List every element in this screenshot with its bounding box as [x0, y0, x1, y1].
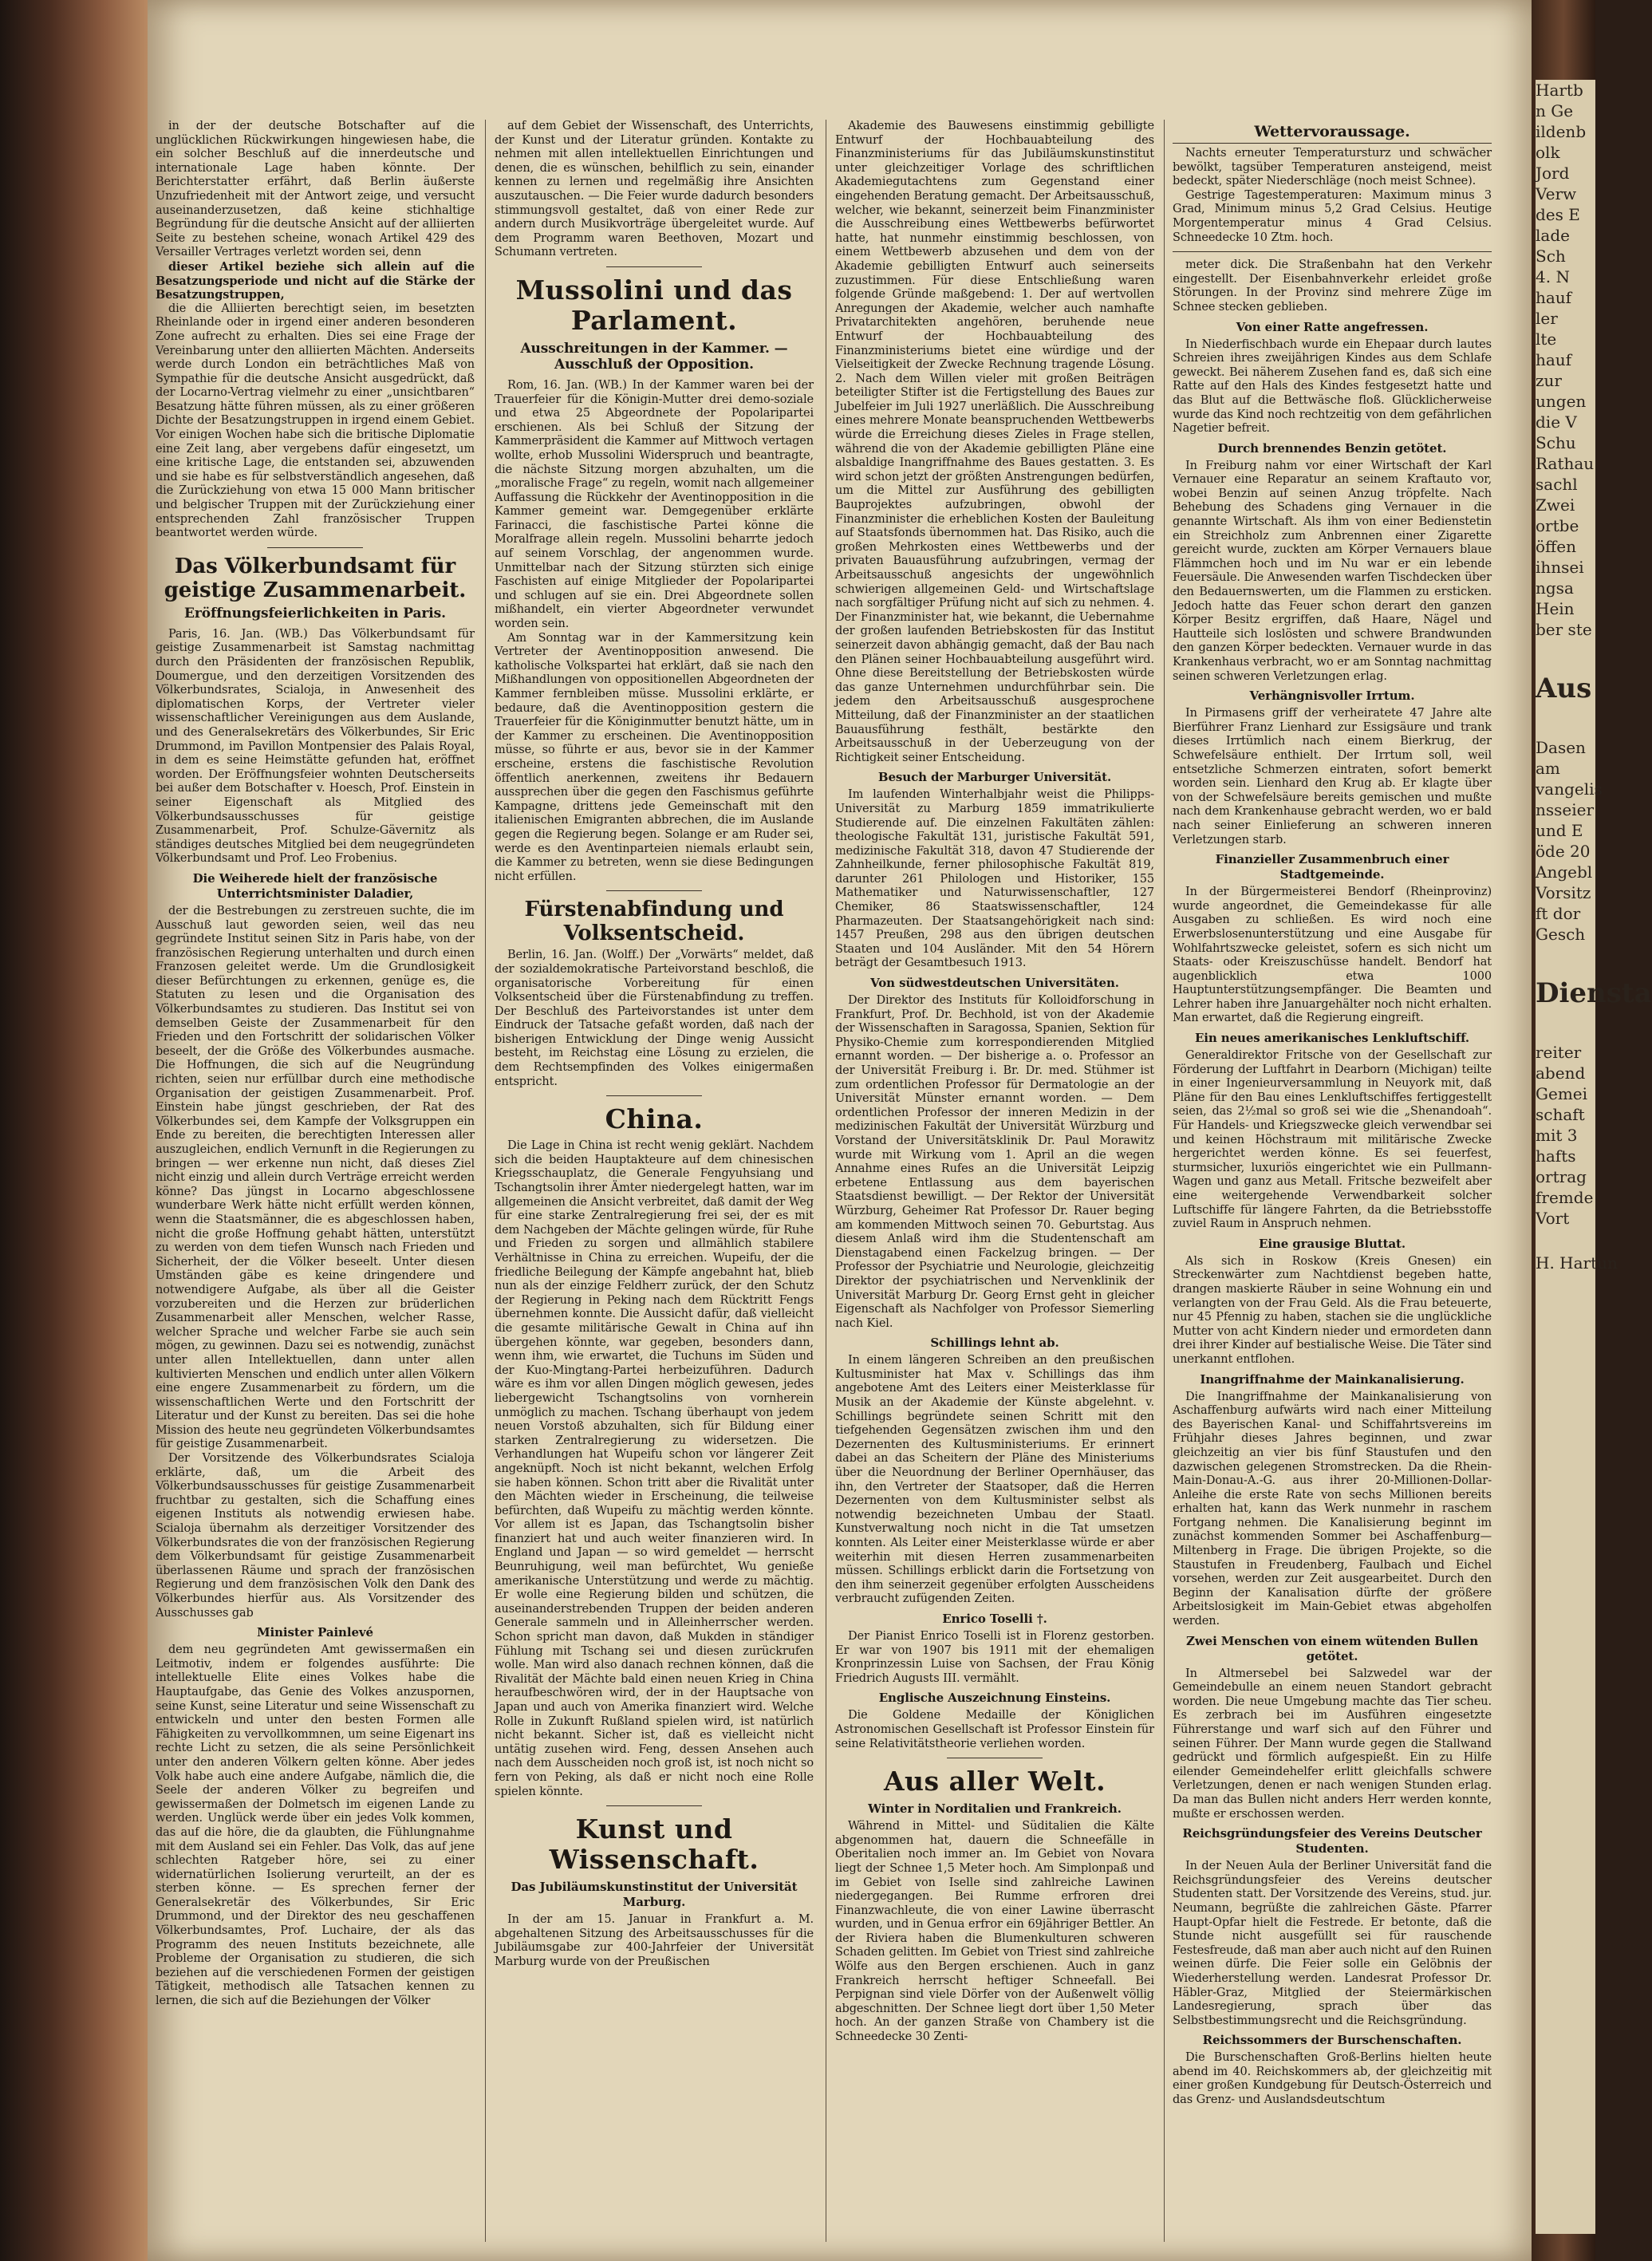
- column-1: [156, 120, 475, 2242]
- section-heading: Durch brennendes Benzin getötet.: [1217, 440, 1447, 456]
- edge-text-block: [1536, 1042, 1595, 1229]
- divider: [606, 890, 702, 891]
- article-text: die die Alliierten berechtigt seien, im besetzten Rheinlande oder in irgend einer anderen besonderen Zone aufrecht zu erhalten. Dies sei eine Frage der Vereinbarung unter den alliierten Mächten. Anderseits werde durch London ein beträchtliches Maß von Sympathie für die deutsche Ansicht ausgedrückt, daß der Locarno-Vertrag vielmehr zu einer „unsichtbaren“ Besatzung hätte führen müssen, als zu einer größeren Dichte der Besatzungstruppen in irgend einem Gebiet. Vor einigen Wochen habe sich die britische Diplomatie eine Zeit lang, aber vergebens dafür eingesetzt, um eine kritische Lage, die entstanden sei, abzuwenden und sie habe es für selbstverständlich angesehen, daß die Zurückziehung von etwa 15 000 Mann britischer und belgischer Truppen mit der Zurückziehung einer entsprechenden Zahl französischer Truppen beantwortet werden würde.: [156, 302, 475, 540]
- edge-text-line: Angebl: [1536, 862, 1593, 882]
- divider: [267, 547, 363, 548]
- column-rule: [1164, 120, 1165, 2242]
- edge-text-line: ortbe: [1536, 516, 1579, 535]
- edge-text-line: Rathau: [1536, 454, 1595, 473]
- article-text: In der Bürgermeisterei Bendorf (Rheinprovinz) wurde angeordnet, die Gemeindekasse für alle Ausgaben zu schließen. Es wird noch eine Erwerbslosenunterstützung und eine Ausgabe für Wohlfahrtszwecke geleistet, sofern es sich nicht um Staats- oder Kreiszuschüsse handelt. Bendorf hat augenblicklich etwa 1000 Hauptunterstützungsempfänger. Die Beamten und Lehrer haben ihre Januargehälter noch nicht erhalten. Man erwartet, daß die Regierung eingreift.: [1173, 886, 1492, 1025]
- divider: [1173, 251, 1492, 252]
- edge-text-line: ngsa: [1536, 578, 1574, 598]
- headline: China.: [605, 1103, 704, 1135]
- edge-text-block: [1536, 737, 1603, 945]
- section-heading: Von südwestdeutschen Universitäten.: [870, 976, 1119, 991]
- column-3: [835, 120, 1154, 2242]
- article-text: Generaldirektor Fritsche von der Gesellschaft zur Förderung der Luftfahrt in Dearborn (Michigan) teilte in einer Ingenieurversammlung in Neuyork mit, daß Pläne für den Bau eines Lenkluftschiffes fertiggestellt seien, das 2½mal so groß sei wie die „Shenandoah“. Für Handels- und Kriegszwecke gleich verwendbar sei und keinen Höchstraum mit militärische Zwecke hergerichtet werden könne. Es sei feuerfest, sturmsicher, luxuriös eingerichtet wie ein Pullmann-Wagen und ganz aus Metall. Fritsche bezweifelt aber eine weitergehende Verwendbarkeit solcher Luftschiffe für längere Fahrten, da die Betriebsstoffe zuviel Raum in Anspruch nehmen.: [1173, 1049, 1492, 1231]
- divider: [606, 266, 702, 267]
- edge-text-line: mit 3: [1536, 1126, 1578, 1145]
- subheadline: Eröffnungsfeierlichkeiten in Paris.: [184, 605, 446, 621]
- section-heading: Enrico Toselli †.: [942, 1611, 1047, 1626]
- article-text: Akademie des Bauwesens einstimmig gebilligte Entwurf der Hochbauabteilung des Finanzministeriums für das Jubiläumskunstinstitut unter gleichzeitiger Vorlage des schriftlichen Akademiegutachtens zum Gegenstand einer eingehenden Beratung gemacht. Der Arbeitsausschuß, welcher, wie bekannt, seinerzeit beim Finanzminister die Ausschreibung eines Wettbewerbs befürwortet hatte, hat nunmehr einstimmig beschlossen, von einem Wettbewerb abzusehen und dem von der Akademie gebilligten Entwurf auch seinerseits zuzustimmen. Für diese Entschließung waren folgende Gründe maßgebend: 1. Der auf wertvollen Anregungen der Akademie, welcher auch namhafte Privatarchitekten angehören, beruhende neue Entwurf der Hochbauabteilung des Finanzministeriums bietet eine würdige und der Vielseitigkeit der Zwecke Rechnung tragende Lösung. 2. Nach dem Willen vieler mit großen Beiträgen beteiligter Stifter ist die Fertigstellung des Baues zur Jubelfeier im Juli 1927 unerläßlich. Die Ausschreibung eines mehrere Monate beanspruchenden Wettbewerbs würde die Erreichung dieses Zieles in Frage stellen, während die von der Akademie gebilligten Pläne eine alsbaldige Inangriffnahme des Baues gestatten. 3. Es wird schon jetzt der größten Anstrengungen bedürfen, um die Mittel zur Ausführung des gebilligten Bauprojektes aufzubringen, obwohl der Finanzminister die erheblichen Kosten der Bauleitung auf Staatsfonds übernommen hat. Das Risiko, auch die großen Mehrkosten eines Wettbewerbs und der privaten Bauausführung aufzubringen, vermag der Arbeitsausschuß angesichts der ungewöhnlich schwierigen allgemeinen Geld- und Wirtschaftslage nach sorgfältiger Prüfung nicht auf sich zu nehmen. 4. Der Finanzminister hat, wie bekannt, die Uebernahme der großen laufenden Betriebskosten für das Institut seinerzeit davon abhängig gemacht, daß der Bau nach den Plänen seiner Hochbauabteilung ausgeführt wird. Ohne diese Bereitstellung der Betriebskosten würde das ganze Unternehmen undurchführbar sein. Die jedem den Arbeitsausschuß ausgesprochene Mitteilung, daß der Finanzminister an der staatlichen Bauausführung festhält, bestärkte den Arbeitsausschuß in der Ueberzeugung von der Richtigkeit seiner Entscheidung.: [835, 120, 1154, 764]
- edge-text-line: Hartb: [1536, 81, 1583, 100]
- article-text: Die Burschenschaften Groß-Berlins hielten heute abend im 40. Reichskommers ab, der gleichzeitig mit einer großen Kundgebung für Deutsch-Österreich und das Grenz- und Auslandsdeutschtum: [1173, 2051, 1492, 2107]
- edge-text-line: ortrag: [1536, 1167, 1587, 1186]
- section-heading: Zwei Menschen von einem wütenden Bullen getötet.: [1185, 1633, 1479, 1663]
- section-heading: Eine grausige Bluttat.: [1258, 1236, 1406, 1251]
- bold-note: dieser Artikel beziehe sich allein auf die Besatzungsperiode und nicht auf die Stärke der Besatzungstruppen,: [156, 259, 475, 302]
- edge-text-line: sachl: [1536, 475, 1578, 494]
- divider: [606, 1805, 702, 1806]
- edge-text-line: reiter: [1536, 1043, 1582, 1062]
- edge-text-line: vangelis: [1536, 779, 1603, 799]
- section-heading: Die Weiherede hielt der französische Unterrichtsminister Daladier,: [192, 870, 438, 901]
- article-text: Der Vorsitzende des Völkerbundsrates Scialoja erklärte, daß, um die Arbeit des Völkerbundsausschusses für geistige Zusammenarbeit fruchtbar zu gestalten, sich die Schaffung eines eigenen Instituts als notwendig erwiesen habe. Scialoja übernahm als derzeitiger Vorsitzender des Völkerbundsrates die von der französischen Regierung dem Völkerbundsamt für geistige Zusammenarbeit überlassenen Räume und sprach der französischen Regierung und dem französischen Volk den Dank des Völkerbundes hierfür aus. Als Vorsitzender des Ausschusses gab: [156, 1452, 475, 1620]
- article-text: Im laufenden Winterhalbjahr weist die Philipps-Universität zu Marburg 1859 immatrikulierte Studierende auf. Die einzelnen Fakultäten zählen: theologische Fakultät 131, juristische Fakultät 591, medizinische Fakultät 318, davon 47 Studierende der Zahnheilkunde, ferner philosophische Fakultät 819, darunter 261 Philologen und Historiker, 155 Mathematiker und Naturwissenschaftler, 127 Chemiker, 86 Staatswissenschaftler, 124 Pharmazeuten. Der Staatsangehörigkeit nach sind: 1457 Preußen, 298 aus den übrigen deutschen Staaten und 104 Ausländer. Mit den 54 Hörern beträgt der Gesamtbesuch 1913.: [835, 788, 1154, 970]
- edge-text-line: Jord: [1536, 164, 1570, 183]
- article-text: in der der deutsche Botschafter auf die unglücklichen Rückwirkungen hingewiesen habe, die ein solcher Beschluß auf die innerdeutsche und internationale Lage haben könnte. Der Berichterstatter erfährt, daß Berlin äußerste Unzufriedenheit mit der Antwort zeige, und versucht auseinanderzusetzen, daß keine stichhaltige Begründung für die deutsche Ansicht auf der alliierten Seite zu bestehen scheine, wonach Artikel 429 des Versailler Vertrages verletzt worden sei, denn: [156, 120, 475, 259]
- edge-text-line: schaft: [1536, 1105, 1585, 1124]
- edge-headline: Diensta: [1536, 977, 1652, 1009]
- edge-text-line: Vort: [1536, 1209, 1570, 1228]
- edge-text-line: am: [1536, 759, 1560, 778]
- headline: Aus aller Welt.: [883, 1766, 1106, 1797]
- article-text: Die Inangriffnahme der Mainkanalisierung von Aschaffenburg aufwärts wird nach einer Mitteilung des Bayerischen Kanal- und Schiffahrtsvereins im Frühjahr dieses Jahres beginnen, und zwar gleichzeitig an vier bis fünf Staustufen und den dazwischen gelegenen Stromstrecken. Da die Rhein-Main-Donau-A.-G. aus ihrer 20-Millionen-Dollar-Anleihe die erste Rate von sechs Millionen bereits erhalten hat, kann das Werk nunmehr in raschem Fortgang nehmen. Die Kanalisierung beginnt im zunächst kommenden Sommer bei Aschaffenburg—Miltenberg in Frage. Die übrigen Projekte, so die Staustufen in Freudenberg, Faulbach und Eichel vorsehen, werden zur Zeit ausgearbeitet. Durch den Beginn der Kanalisation dürfte der größere Arbeitslosigkeit im Main-Gebiet etwas abgeholfen werden.: [1173, 1390, 1492, 1628]
- edge-text-line: hafts: [1536, 1146, 1576, 1166]
- article-columns: [156, 120, 1524, 2242]
- article-text: In Niederfischbach wurde ein Ehepaar durch lautes Schreien ihres zweijährigen Kindes aus dem Schlafe geweckt. Bei näherem Zusehen fand es, daß sich eine Ratte auf den Hals des Kindes festgesetzt hatte und das Blut auf die Bettwäsche floß. Glücklicherweise wurde das Kind noch rechtzeitig von dem gefährlichen Nagetier befreit.: [1173, 337, 1492, 436]
- headline: Kunst und Wissenschaft.: [549, 1813, 759, 1876]
- section-heading: Ein neues amerikanisches Lenkluftschiff.: [1194, 1031, 1470, 1046]
- headline: Das Völkerbundsamt für geistige Zusammenarbeit.: [164, 554, 467, 602]
- edge-text-block: [1536, 80, 1595, 640]
- edge-text-line: lte: [1536, 329, 1557, 349]
- edge-footer: H. Hartun: [1536, 1253, 1618, 1273]
- headline: Fürstenabfindung und Volksentscheid.: [524, 898, 784, 946]
- edge-text-line: ungen: [1536, 392, 1587, 411]
- article-text: In Freiburg nahm vor einer Wirtschaft der Karl Vernauer eine Reparatur an seinem Kraftauto vor, wobei Benzin auf seinen Anzug tröpfelte. Nach Behebung des Schadens ging Vernauer in die genannte Wirtschaft. Als ihm von einer Bedienstetin ein Streichholz zum Anbrennen einer Zigarette gereicht wurde, zuckten am Körper Vernauers blaue Flämmchen hoch und im Nu war er ein lebende Feuersäule. Die Anwesenden warfen Tischdecken über den Bedauernswerten, um die Flammen zu ersticken. Jedoch hatte das Feuer schon derart den ganzen Körper Besitz ergriffen, daß Haare, Nägel und Hautteile sich loslösten und schwere Brandwunden den ganzen Körper bedeckten. Vernauer wurde in das Krankenhaus verbracht, wo er am Sonntag nachmittag seinen schweren Verletzungen erlag.: [1173, 459, 1492, 683]
- subheadline: Winter in Norditalien und Frankreich.: [868, 1801, 1122, 1817]
- headline: Mussolini und das Parlament.: [515, 274, 793, 336]
- section-heading: Englische Auszeichnung Einsteins.: [878, 1691, 1111, 1706]
- weather-text: Nachts erneuter Temperatursturz und schwächer bewölkt, tagsüber Temperaturen ansteigend, meist bedeckt, später Niederschläge (noch meist Schnee).: [1173, 147, 1492, 188]
- section-heading: Von einer Ratte angefressen.: [1236, 319, 1429, 334]
- article-text: Während in Mittel- und Süditalien die Kälte abgenommen hat, dauern die Schneefälle in Oberitalien noch immer an. Im Gebiet von Novara liegt der Schnee 1,5 Meter hoch. Am Simplonpaß und im Gebiet von Iselle sind zahlreiche Lawinen niedergegangen. Bei Rumme erfroren drei Finanzwachleute, die von einer Lawine überrascht wurden, und in Genua erfror ein 69jähriger Bettler. An der Riviera haben die Blumenkulturen schweren Schaden gelitten. Im Gebiet von Triest sind zahlreiche Wölfe aus den Bergen erschienen. Auch in ganz Frankreich herrscht heftiger Schneefall. Bei Perpignan sind viele Dörfer von der Außenwelt völlig abgeschnitten. Der Schnee liegt dort über 1,50 Meter hoch. An der ganzen Straße von Chambery ist die Schneedecke 30 Zenti-: [835, 1820, 1154, 2044]
- article-text: In der Neuen Aula der Berliner Universität fand die Reichsgründungsfeier des Vereins deutscher Studenten statt. Der Vorsitzende des Vereins, stud. jur. Neumann, begrüßte die zahlreichen Gäste. Pfarrer Haupt-Opfar hielt die Festrede. Er betonte, daß die Stunde nicht ausgefüllt sei für rauschende Festesfreude, daß man aber auch nicht auf den Ruinen weinen dürfe. Die Feier solle ein Gelöbnis der Wiederherstellung werden. Landesrat Professor Dr. Häbler-Graz, Mitglied der Steiermärkischen Landesregierung, sprach über das Selbstbestimmungsrecht und die Reichsgründung.: [1173, 1860, 1492, 2027]
- edge-text-line: und E: [1536, 821, 1583, 840]
- article-text: In einem längeren Schreiben an den preußischen Kultusminister hat Max v. Schillings das ihm angebotene Amt des Leiters einer Meisterklasse für Musik an der Akademie der Künste abgelehnt. v. Schillings begründete seinen Schritt mit den tiefgehenden Gegensätzen zwischen ihm und den Dezernenten des Kultusministeriums. Er erinnert dabei an das Scheitern der Pläne des Ministeriums über die Neuordnung der Berliner Opernhäuser, das ihn, den Vertreter der Staatsoper, daß die Herren Dezernenten von dem Kultusminister selbst als notwendig bezeichneten Umbau der Staatl. Kunstverwaltung noch nicht in die Tat umsetzen konnten. Als Leiter einer Meisterklasse würde er aber weiterhin mit diesen Herren zusammenarbeiten müssen. Schillings erblickt darin die Fortsetzung von den ihm seinerzeit gegenüber erfolgten Ausscheidens verbraucht zufügenden Zeiten.: [835, 1354, 1154, 1606]
- edge-text-line: ihnsei: [1536, 558, 1584, 577]
- edge-text-line: Hein: [1536, 599, 1575, 618]
- book-binding-left: [0, 0, 148, 2261]
- section-heading: Reichsgründungsfeier des Vereins Deutscher Studenten.: [1182, 1826, 1482, 1857]
- column-2: [495, 120, 814, 2242]
- subheadline: Das Jubiläumskunstinstitut der Universität Marburg.: [511, 1880, 798, 1910]
- edge-text-line: öffen: [1536, 537, 1576, 556]
- edge-text-line: ler: [1536, 309, 1558, 328]
- edge-text-line: des E: [1536, 205, 1580, 224]
- article-text: Paris, 16. Jan. (WB.) Das Völkerbundsamt für geistige Zusammenarbeit ist Samstag nachmittag durch den Präsidenten der französischen Republik, Doumergue, und den derzeitigen Vorsitzenden des Völkerbundsrates, Scialoja, in Anwesenheit des diplomatischen Korps, der Vertreter vieler wissenschaftlicher Vereinigungen aus dem Auslande, und des Generalsekretärs des Völkerbundes, Sir Eric Drummond, im Pavillon Montpensier des Palais Royal, in dem es seine Heimstätte gefunden hat, eröffnet worden. Der Eröffnungsfeier wohnten Deutscherseits bei außer dem Botschafter v. Hoesch, Prof. Einstein in seiner Eigenschaft als Mitglied des Völkerbundsausschusses für geistige Zusammenarbeit, Prof. Schulze-Gävernitz als ständiges deutsches Mitglied bei dem neugegründeten Völkerbundsamt und Prof. Leo Frobenius.: [156, 627, 475, 866]
- edge-text-line: hauf: [1536, 350, 1572, 369]
- edge-text-line: zur: [1536, 371, 1562, 390]
- subheadline: Ausschreitungen in der Kammer. — Ausschluß der Opposition.: [520, 340, 788, 373]
- edge-text-line: ber ste: [1536, 620, 1592, 639]
- edge-text-line: abend: [1536, 1063, 1586, 1083]
- section-heading: Minister Painlevé: [257, 1625, 373, 1640]
- edge-text-line: Schu: [1536, 433, 1576, 452]
- edge-text-line: Verw: [1536, 184, 1577, 203]
- edge-text-line: 4. N: [1536, 267, 1570, 286]
- edge-text-line: Vorsitz: [1536, 883, 1591, 902]
- edge-text-line: Dasen: [1536, 738, 1586, 757]
- article-text: auf dem Gebiet der Wissenschaft, des Unterrichts, der Kunst und der Literatur gründen. Kontakte zu nehmen mit allen intellektuellen Einrichtungen und denen, die es wünschen, behilflich zu sein, einander kennen zu lernen und regelmäßig ihre Ansichten auszutauschen. — Die Feier wurde dadurch besonders stimmungsvoll gestaltet, daß von einer Rede zur andern durch Musikvorträge übergeleitet wurde. Auf dem Programm waren Beethoven, Mozart und Schumann vertreten.: [495, 120, 814, 259]
- edge-text-line: Gemei: [1536, 1084, 1588, 1103]
- edge-text-line: hauf: [1536, 288, 1572, 307]
- edge-text-line: ft dor: [1536, 904, 1581, 923]
- article-text: dem neu gegründeten Amt gewissermaßen ein Leitmotiv, indem er folgendes ausführte: Die intellektuelle Elite eines Volkes habe die Hauptaufgabe, das Genie des Volkes anzuspornen, seine Kunst, seine Literatur und seine Wissenschaft zu entwickeln und unter den besten Formen alle Fähigkeiten zu vervollkommnen, um seine Eigenart ins rechte Licht zu setzen, die als seine Persönlichkeit unter den anderen Völkern gelten könne. Aber jedes Volk habe auch eine andere Aufgabe, nämlich die, die Seele der anderen Völker zu begreifen und gewissermaßen der Dolmetsch im eigenen Lande zu werden. Unglück werde über ein jedes Volk kommen, das auf die höre, die da glaubten, die Fühlungnahme mit dem Ausland sei ein Fehler. Das Volk, das auf jene schlechten Ratgeber höre, sei zu einer widernatürlichen Isolierung verurteilt, an der es sterben könne. — Es sprechen ferner der Generalsekretär des Völkerbundes, Sir Eric Drummond, und der Direktor des neu geschaffenen Völkerbundsamtes, Prof. Luchaire, der als das Programm des neuen Instituts bezeichnete, alle Probleme der Organisation zu studieren, die sich beziehen auf die verschiedenen Formen der geistigen Tätigkeit, methodisch alle Tatsachen kennen zu lernen, die sich auf die Beziehungen der Völker: [156, 1643, 475, 2008]
- article-text: Der Pianist Enrico Toselli ist in Florenz gestorben. Er war von 1907 bis 1911 mit der ehemaligen Kronprinzessin Luise von Sachsen, der Frau König Friedrich Augusts III. vermählt.: [835, 1629, 1154, 1685]
- article-text: Rom, 16. Jan. (WB.) In der Kammer waren bei der Trauerfeier für die Königin-Mutter drei demo-soziale und etwa 25 Abgeordnete der Popolaripartei erschienen. Als bei Schluß der Sitzung der Kammerpräsident die Kammer auf Mittwoch vertagen wollte, erhob Mussolini Widerspruch und beantragte, die nächste Sitzung morgen abzuhalten, um die „moralische Frage“ zu regeln, womit nach allgemeiner Auffassung die Rückkehr der Aventinopposition in die Kammer gemeint war. Demgegenüber erklärte Farinacci, die faschistische Partei könne die Moralfrage allein regeln. Mussolini beharrte jedoch auf seinem Vorschlag, der angenommen wurde. Unmittelbar nach der Sitzung stürzten sich einige Faschisten auf einige Mitglieder der Popolaripartei und schlugen auf sie ein. Drei Abgeordnete sollen mißhandelt, ein vierter Abgeordneter verwundet worden sein.: [495, 378, 814, 631]
- article-text: Die Lage in China ist recht wenig geklärt. Nachdem sich die beiden Hauptakteure auf dem chinesischen Kriegsschauplatz, die Generale Fengyuhsiang und Tschangtsolin ihrer Ämter niedergelegt hatten, war im allgemeinen die Ansicht verbreitet, daß damit der Weg für eine starke Zentralregierung frei sei, der es mit dem Nachgeben der Mächte gelingen würde, für Ruhe und Frieden zu sorgen und allmählich stabilere Verhältnisse in China zu erreichen. Wupeifu, der die friedliche Beilegung der Kämpfe angebahnt hat, blieb nun als der einzige Feldherr zurück, der den Schutz der Regierung in Peking nach dem Rücktritt Fengs übernehmen konnte. Die Aussicht dafür, daß vielleicht die gesamte militärische Gewalt in China auf ihn übergehen könnte, war gegeben, besonders dann, wenn ihm, wie erwartet, die Tuchuns im Süden und der Kuo-Mingtang-Partei herbeizuführen. Dadurch wäre es ihm vor allen Dingen möglich gewesen, jedes liebergewicht Tschangtsolins von vornherein unmöglich zu machen. Tschang überhaupt von jedem neuen Vorstoß abzuhalten, sich für Bildung einer starken Zentralregierung zu widersetzen. Die Verhandlungen hat Wupeifu schon vor längerer Zeit angeknüpft. Noch ist nicht bekannt, welchen Erfolg sie haben können. Schon tritt aber die Rivalität unter den Mächten wieder in Erscheinung, die teilweise befürchten, daß Wupeifu zu mächtig werden könnte. Vor allem ist es Japan, das Tschangtsolin bisher finanziert hat und auch weiter finanzieren wird. In England und Japan — so wird gemeldet — herrscht Beunruhigung, weil man befürchtet, Wu genieße amerikanische Unterstützung und werde zu mächtig. Er wolle eine Regierung bilden und schützen, die auseinanderstrebenden Truppen der beiden anderen Generale sammeln und in Alleinherrscher werden. Schon spricht man davon, daß Mukden in ständiger Fühlung mit Tschang sei und diesen zurückrufen wolle. Man wird also danach rechnen können, daß die Rivalität der Mächte bald einen neuen Krieg in China heraufbeschwören wird, der in der Hauptsache von Japan und auch von Amerika finanziert wird. Welche Rolle in Zukunft Rußland spielen wird, ist natürlich nicht bekannt. Sicher ist, daß es vielleicht nicht untätig zusehen wird. Feng, dessen Ansehen auch nach dem Ausscheiden noch groß ist, ist noch nicht so fern von Peking, als daß er nicht noch eine Rolle spielen könnte.: [495, 1139, 814, 1798]
- edge-text-line: Gesch: [1536, 925, 1586, 944]
- edge-text-line: lade: [1536, 226, 1570, 245]
- edge-text-line: nsseier: [1536, 800, 1595, 819]
- edge-text-line: Zwei: [1536, 495, 1575, 515]
- edge-text-line: öde 20: [1536, 842, 1591, 861]
- edge-headline: Aus: [1536, 673, 1592, 704]
- edge-text-line: ildenb: [1536, 122, 1587, 141]
- weather-heading: Wettervoraussage.: [1173, 124, 1492, 144]
- section-heading: Finanzieller Zusammenbruch einer Stadtgemeinde.: [1215, 852, 1449, 882]
- edge-text-line: olk: [1536, 143, 1560, 162]
- article-text: In der am 15. Januar in Frankfurt a. M. abgehaltenen Sitzung des Arbeitsausschusses für die Jubiläumsgabe zur 400-Jahrfeier der Universität Marburg wurde von der Preußischen: [495, 1913, 814, 1968]
- edge-text-line: die V: [1536, 412, 1577, 432]
- section-heading: Reichssommers der Burschenschaften.: [1202, 2033, 1462, 2048]
- article-text: der die Bestrebungen zu zerstreuen suchte, die im Ausschuß laut geworden seien, weil das neu gegründete Institut seinen Sitz in Paris habe, von der französischen Regierung unterhalten und durch einen Franzosen geleitet werde. Um die Grundlosigkeit dieser Befürchtungen zu erkennen, genüge es, die Statuten zu lesen und die Organisation des Völkerbundsamtes zu studieren. Das Institut sei von demselben Geiste der Zusammenarbeit für den Frieden und den Fortschritt der solidarischen Völker beseelt, der die Größe des Völkerbundes ausmache. Die Hoffnungen, die sich auf die Neugründung richten, seien nur erfüllbar durch eine methodische Organisation der geistigen Zusammenarbeit. Prof. Einstein habe jüngst geschrieben, der Rat des Völkerbundes sei, dem Kampfe der Volksgruppen ein Ende zu bereiten, die berechtigten Interessen aller auszugleichen, endlich Vernunft in die Regierungen zu bringen — wer erkenne nun nicht, daß dieses Ziel nicht einzig und allein durch Verträge erreicht werden könne? Das jüngst in Locarno abgeschlossene wunderbare Werk hätte nicht erfüllt werden können, wenn die Staatsmänner, die es abgeschlossen haben, nicht die große Hoffnung gehabt hätten, unterstützt zu werden von dem tiefen Wunsch nach Frieden und Sicherheit, der die Völker beseelt. Unter diesen Umständen gäbe es keine dringendere und notwendigere Aufgabe, als über all die Geister vorzubereiten und die Herzen zur brüderlichen Zusammenarbeit aller Menschen, welcher Rasse, welcher Sprache und welcher Farbe sie auch sein mögen, zu gewinnen. Dazu sei es notwendig, zunächst unter allen Intellektuellen, dann unter allen kultivierten Menschen und endlich unter allen Völkern eine engere Zusammenarbeit zu fördern, um die wissenschaftlichen Werte und den Fortschritt der Literatur und der Kunst zu bereiten. Das sei die hohe Mission des heute neu gegründeten Völkerbundsamtes für geistige Zusammenarbeit.: [156, 904, 475, 1451]
- section-heading: Inangriffnahme der Mainkanalisierung.: [1200, 1371, 1465, 1387]
- article-text: Die Goldene Medaille der Königlichen Astronomischen Gesellschaft ist Professor Einstein für seine Relativitätstheorie verliehen worden.: [835, 1709, 1154, 1750]
- weather-text: Gestrige Tagestemperaturen: Maximum minus 3 Grad, Minimum minus 5,2 Grad Celsius. Heutige Morgentemperatur minus 4 Grad Celsius. Schneedecke 10 Ztm. hoch.: [1173, 188, 1492, 244]
- section-heading: Besuch der Marburger Universität.: [877, 770, 1112, 785]
- divider: [606, 1095, 702, 1096]
- edge-text-line: n Ge: [1536, 101, 1574, 120]
- edge-text-line: Sch: [1536, 247, 1566, 266]
- article-text: Am Sonntag war in der Kammersitzung kein Vertreter der Aventinopposition anwesend. Die katholische Volkspartei hat erklärt, daß sie nach den Mißhandlungen von oppositionellen Abgeordneten der Kammer fernbleiben müsse. Mussolini erklärte, er bedaure, daß die Aventinopposition gestern die Trauerfeier für die Königinmutter benutzt hätte, um in der Kammer zu erscheinen. Die Aventinopposition müsse, so führte er aus, bevor sie in der Kammer erscheine, erstens die faschistische Revolution öffentlich anerkennen, zweitens ihr Bedauern aussprechen über die gegen den Faschismus geführte Kampagne, drittens jede Gemeinschaft mit den italienischen Emigranten abbrechen, die im Auslande gegen die Regierung begen. Solange er am Ruder sei, werde es den Aventinparteien niemals erlaubt sein, die Kammer zu betreten, wenn sie diese Bedingungen nicht erfüllen.: [495, 631, 814, 883]
- column-rule: [485, 120, 486, 2242]
- section-heading: Verhängnisvoller Irrtum.: [1249, 689, 1415, 704]
- edge-text-line: fremde: [1536, 1188, 1594, 1207]
- article-text: meter dick. Die Straßenbahn hat den Verkehr eingestellt. Der Eisenbahnverkehr erleidet große Störungen. In der Provinz sind mehrere Züge im Schnee stecken geblieben.: [1173, 258, 1492, 314]
- section-heading: Schillings lehnt ab.: [930, 1336, 1059, 1351]
- article-text: Als sich in Roskow (Kreis Gnesen) ein Streckenwärter zum Nachtdienst begeben hatte, drangen maskierte Räuber in seine Wohnung ein und verlangten von der Frau Geld. Als die Frau beteuerte, nur 45 Pfennig zu haben, stachen sie die unglückliche Mutter von acht Kindern nieder und ermordeten dann drei ihrer Kinder auf bestialische Weise. Die Täter sind unerkannt entflohen.: [1173, 1254, 1492, 1366]
- article-text: In Pirmasens griff der verheiratete 47 Jahre alte Bierführer Franz Lienhard zur Essigsäure und trank dieses Irrtümlich nach einem Bierkrug, der Schwefelsäure enthielt. Der Irrtum soll, weil entsetzliche Schmerzen eintraten, sofort bemerkt worden sein. Lienhard den Krug ab. Er klagte über von der Schwefelsäure bereits gemischen und mußte nach dem Krankenhause gebracht werden, wo er bald nach seiner Einlieferung an schweren inneren Verletzungen starb.: [1173, 707, 1492, 846]
- article-text: Berlin, 16. Jan. (Wolff.) Der „Vorwärts“ meldet, daß der sozialdemokratische Parteivorstand beschloß, die organisatorische Vorbereitung für einen Volksentscheid über die Fürstenabfindung zu treffen. Der Beschluß des Parteivorstandes ist unter dem Eindruck der Tatsache gefaßt worden, daß nach der bisherigen Entwicklung der Dinge wenig Aussicht besteht, im Reichstag eine Lösung zu erzielen, die dem Rechtsempfinden des Volkes einigermaßen entspricht.: [495, 949, 814, 1088]
- column-4: [1173, 120, 1492, 2242]
- article-text: In Altmersebel bei Salzwedel war der Gemeindebulle an einem neuen Standort gebracht worden. Die neue Umgebung machte das Tier scheu. Es zerbrach bei im Ausführen eingesetzte Führerstange und warf sich auf den Führer und seinen Führer. Der Mann wurde gegen die Stallwand gedrückt und förmlich aufgespießt. Ein zu Hilfe eilender Gemeindehelfer erlitt gleichfalls schwere Verletzungen, denen er nach wenigen Stunden erlag. Da man das Bullen nicht anders Herr werden konnte, mußte er erschossen werden.: [1173, 1667, 1492, 1821]
- adjacent-page-edge: [1536, 80, 1652, 2234]
- article-text: Der Direktor des Instituts für Kolloidforschung in Frankfurt, Prof. Dr. Bechhold, ist von der Akademie der Wissenschaften in Saragossa, Spanien, Sektion für Physiko-Chemie zum korrespondierenden Mitglied ernannt worden. — Der bisherige a. o. Professor an der Universität Freiburg i. Br. Dr. med. Stühmer ist zum ordentlichen Professor für Dermatologie an der Universität Münster ernannt worden. — Dem ordentlichen Professor der inneren Medizin in der medizinischen Fakultät der Universität Würzburg und Vorstand der Universitätsklinik Dr. Paul Morawitz wurde mit Wirkung vom 1. April an die wegen Annahme eines Rufes an die Universität Leipzig erbetene Entlassung aus dem bayerischen Staatsdienst bewilligt. — Der Rektor der Universität Würzburg, Geheimer Rat Professor Dr. Rauer beging am kommenden Mittwoch seinen 70. Geburtstag. Aus diesem Anlaß wird ihm die Studentenschaft am Dienstagabend einen Fackelzug bringen. — Der Professor der Psychiatrie und Neurologie, gleichzeitig Direktor der psychiatrischen und Nervenklinik der Universität Marburg Dr. Georg Ernst geht in gleicher Eigenschaft als Nachfolger von Professor Siemerling nach Kiel.: [835, 994, 1154, 1330]
